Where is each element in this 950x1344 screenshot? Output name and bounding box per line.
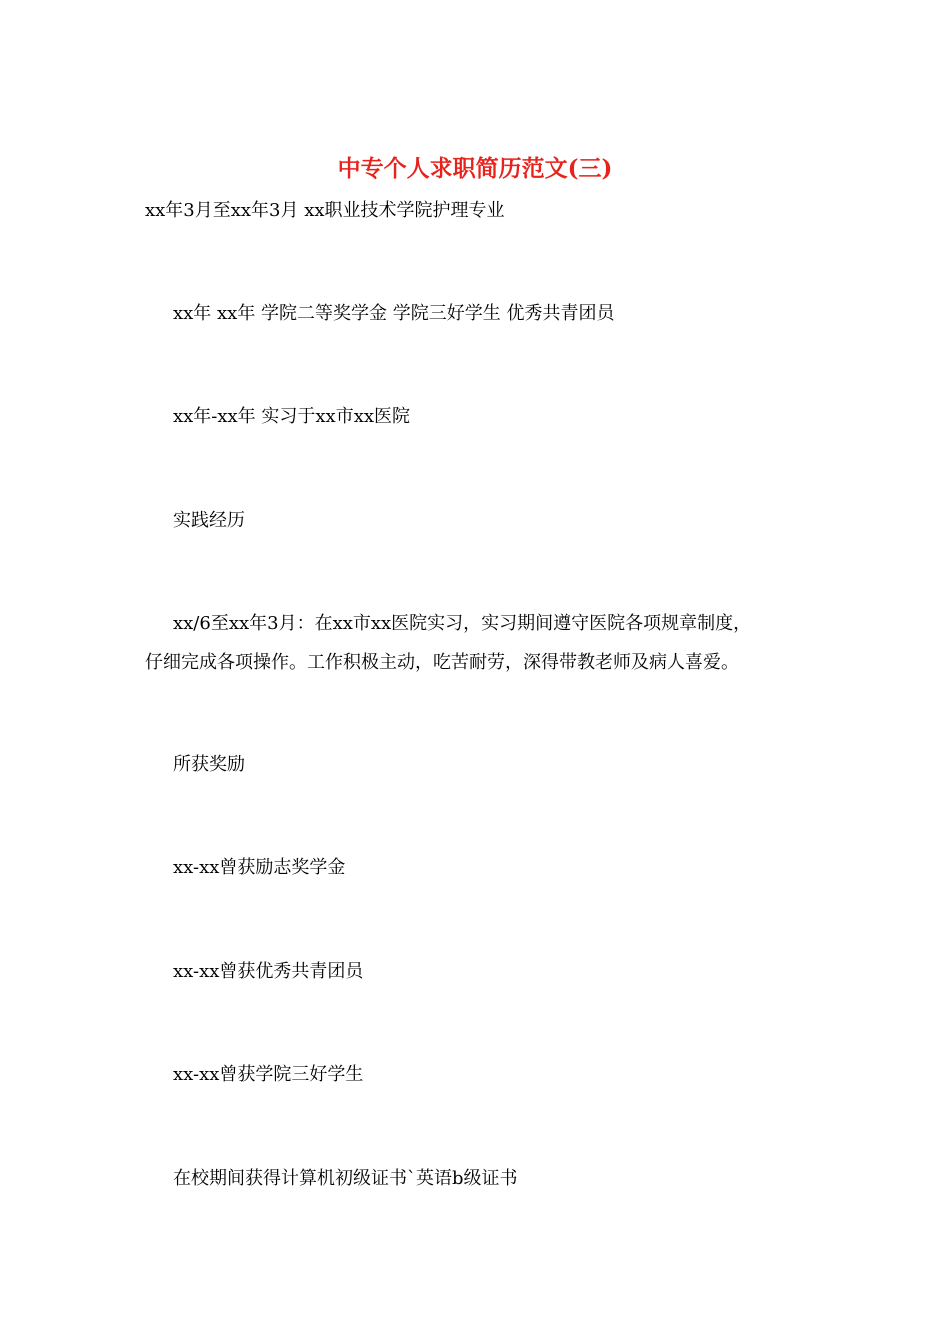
award-item: xx-xx曾获学院三好学生 [173,1064,364,1085]
practice-paragraph-line-1: xx/6至xx年3月：在xx市xx医院实习，实习期间遵守医院各项规章制度， [173,613,752,634]
award-item: xx-xx曾获励志奖学金 [173,857,346,878]
honors-line: xx年 xx年 学院二等奖学金 学院三好学生 优秀共青团员 [173,303,615,324]
section-heading-practice: 实践经历 [173,510,245,531]
award-item: xx-xx曾获优秀共青团员 [173,961,364,982]
section-heading-awards: 所获奖励 [173,754,245,775]
document-title: 中专个人求职简历范文(三) [337,155,613,182]
practice-paragraph-line-2: 仔细完成各项操作。工作积极主动，吃苦耐劳，深得带教老师及病人喜爱。 [145,652,739,673]
internship-line: xx年-xx年 实习于xx市xx医院 [173,406,411,427]
education-line: xx年3月至xx年3月 xx职业技术学院护理专业 [145,200,505,221]
certificate-line: 在校期间获得计算机初级证书`英语b级证书 [173,1168,518,1189]
